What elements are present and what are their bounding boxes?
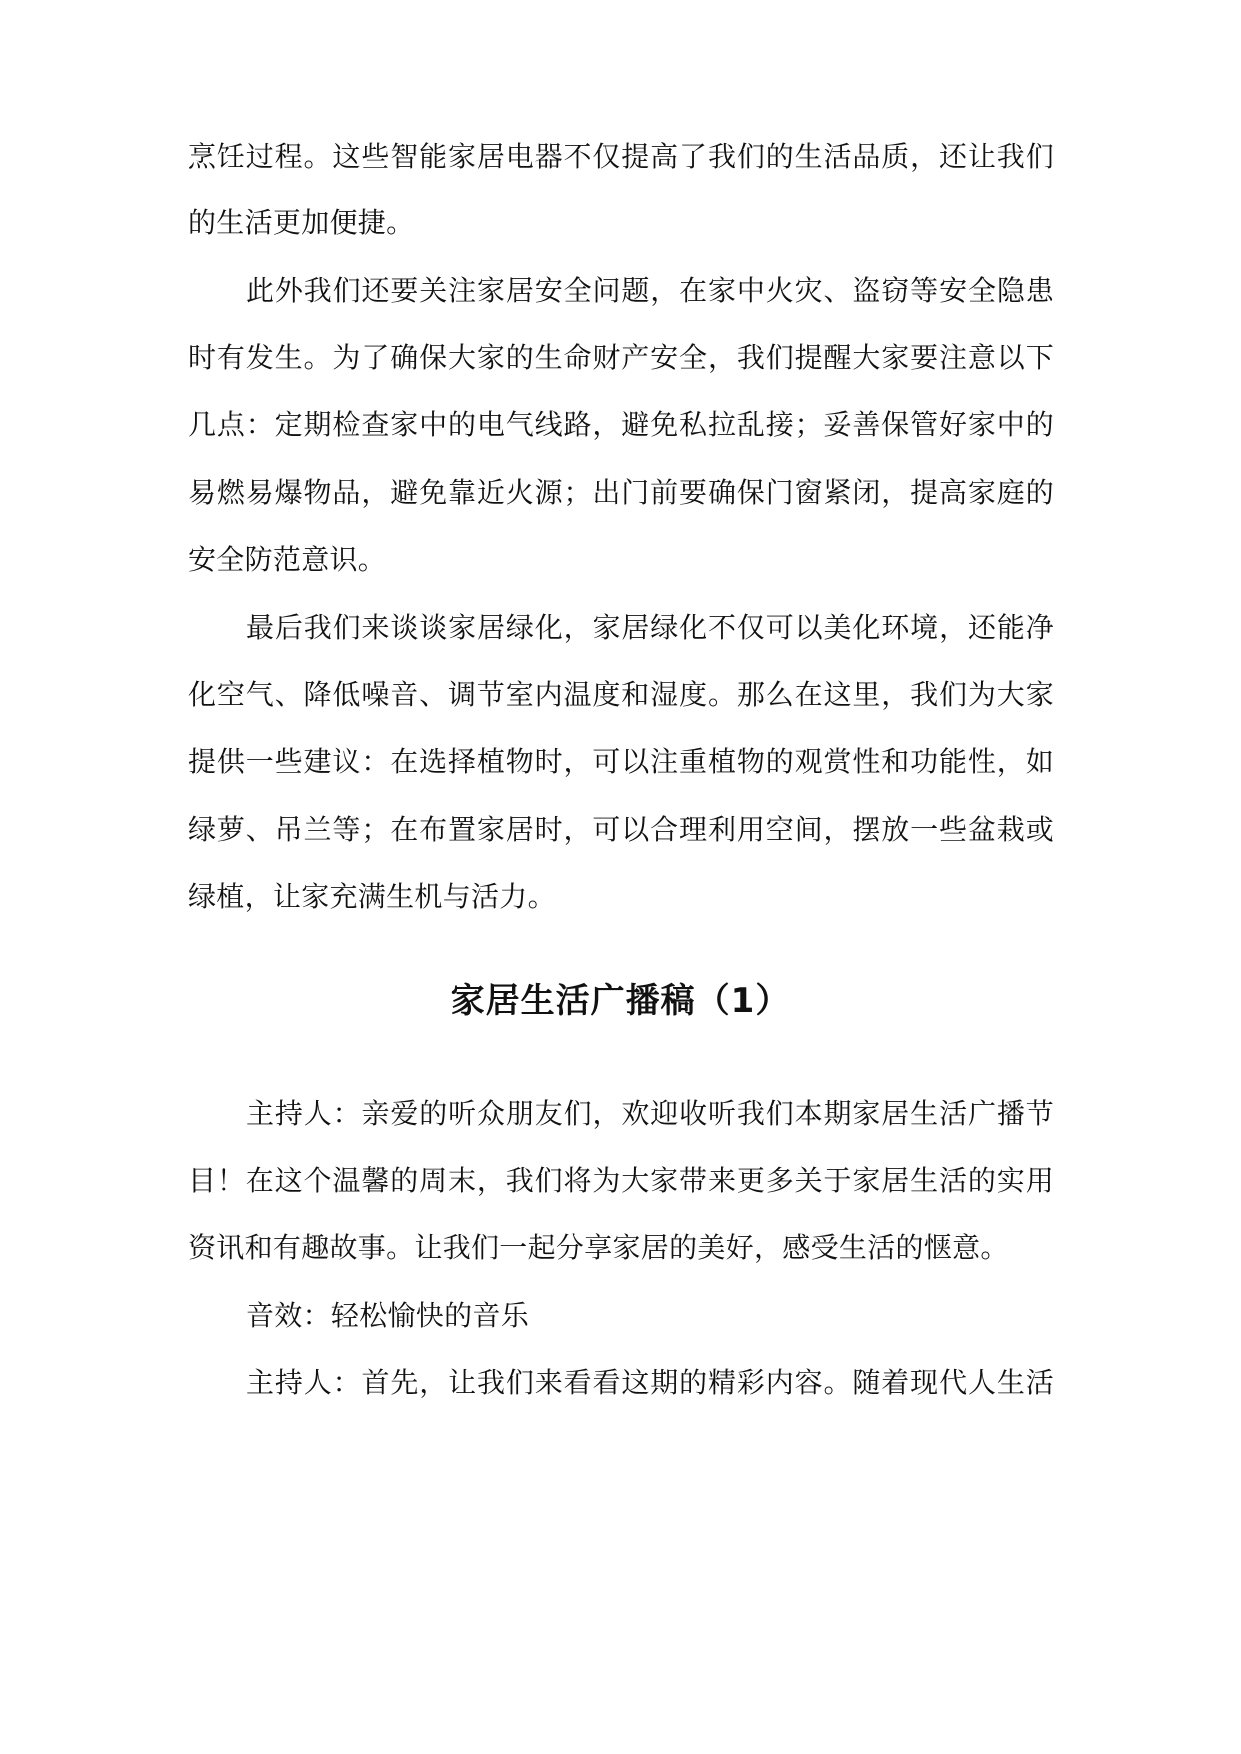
- paragraph-4-line-3: 资讯和有趣故事。让我们一起分享家居的美好，感受生活的惬意。: [188, 1231, 1009, 1264]
- paragraph-6-line-1: 主持人：首先，让我们来看看这期的精彩内容。随着现代人生活: [246, 1366, 1054, 1399]
- paragraph-3-line-4: 绿萝、吊兰等；在布置家居时，可以合理利用空间，摆放一些盆栽或: [188, 813, 1054, 846]
- paragraph-2-line-2: 时有发生。为了确保大家的生命财产安全，我们提醒大家要注意以下: [188, 341, 1054, 374]
- section-title: 家居生活广播稿（1）: [450, 981, 791, 1021]
- paragraph-2-line-5: 安全防范意识。: [188, 543, 387, 576]
- paragraph-3-line-1: 最后我们来谈谈家居绿化，家居绿化不仅可以美化环境，还能净: [246, 611, 1054, 644]
- paragraph-2-line-1: 此外我们还要关注家居安全问题，在家中火灾、盗窃等安全隐患: [246, 274, 1054, 307]
- paragraph-1-line-2: 的生活更加便捷。: [188, 206, 415, 239]
- paragraph-3-line-5: 绿植，让家充满生机与活力。: [188, 880, 556, 913]
- paragraph-2-line-4: 易燃易爆物品，避免靠近火源；出门前要确保门窗紧闭，提高家庭的: [188, 476, 1054, 509]
- paragraph-3-line-2: 化空气、降低噪音、调节室内温度和湿度。那么在这里，我们为大家: [188, 678, 1054, 711]
- paragraph-1-line-1: 烹饪过程。这些智能家居电器不仅提高了我们的生活品质，还让我们: [188, 140, 1054, 173]
- paragraph-4-line-1: 主持人：亲爱的听众朋友们，欢迎收听我们本期家居生活广播节: [246, 1097, 1054, 1130]
- paragraph-4-line-2: 目！在这个温馨的周末，我们将为大家带来更多关于家居生活的实用: [188, 1164, 1054, 1197]
- paragraph-3-line-3: 提供一些建议：在选择植物时，可以注重植物的观赏性和功能性，如: [188, 745, 1054, 778]
- paragraph-5-line-1: 音效：轻松愉快的音乐: [246, 1299, 530, 1332]
- paragraph-2-line-3: 几点：定期检查家中的电气线路，避免私拉乱接；妥善保管好家中的: [188, 408, 1054, 441]
